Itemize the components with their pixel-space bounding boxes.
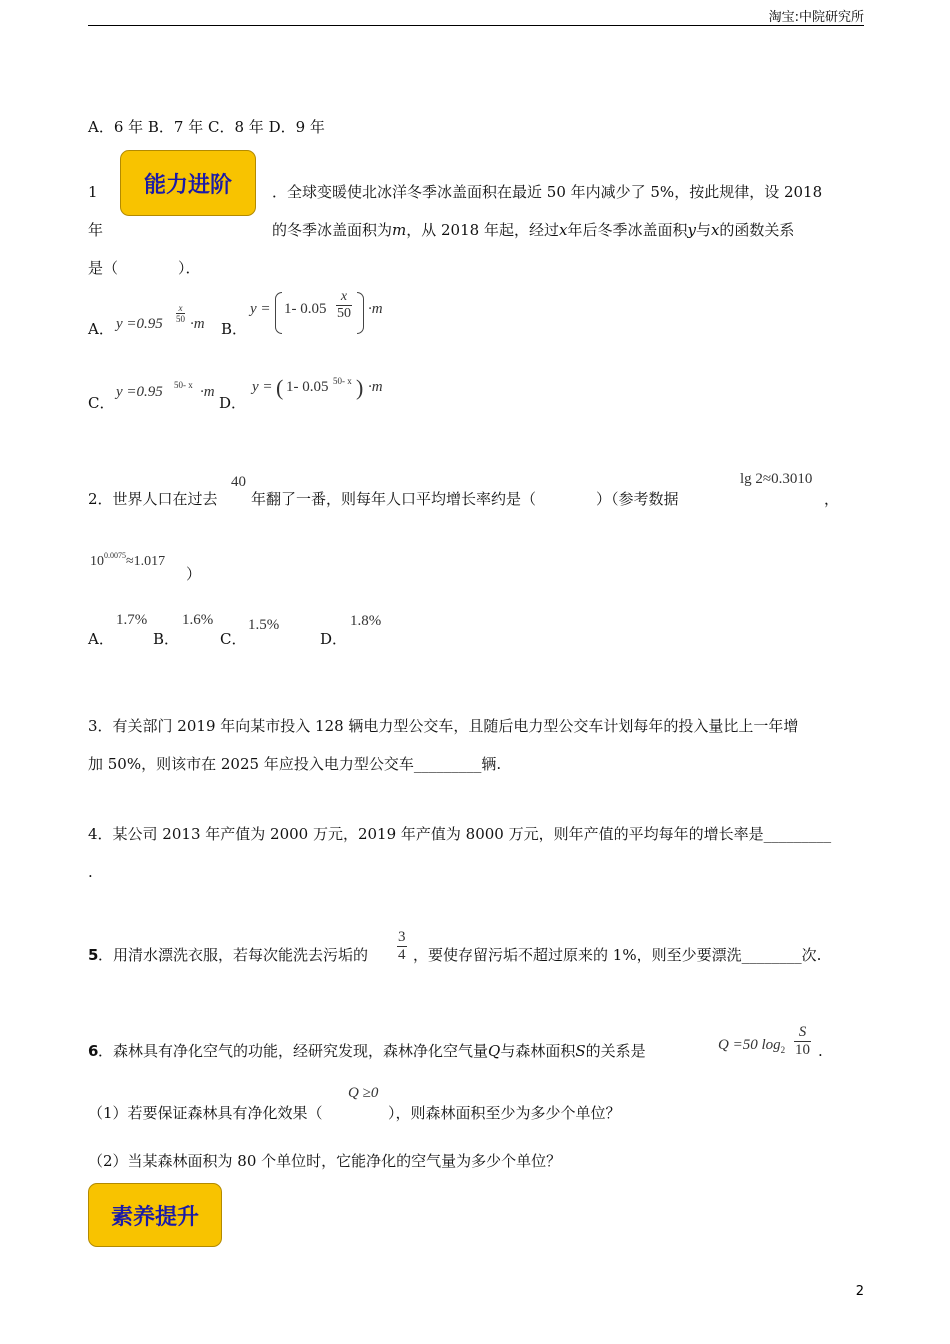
q1-option-b-tail [368,301,383,318]
q2-option-b-value: 1.6% [182,612,214,628]
q1-option-d-lhs [252,379,273,396]
frac-num [798,1025,808,1041]
q1-option-d-open-paren: ( [276,375,284,400]
q2-option-a-value: 1.7% [116,612,148,628]
header-site: 淘宝:中院研究所 [768,10,864,25]
left-paren [275,292,282,334]
q1-text: 的冬季冰盖面积为 [272,221,393,239]
condition-text: Q ≥0 [348,1085,379,1101]
q2-reference-lg2: lg 2≈0.3010 [740,471,813,487]
q2-option-a-label: A． [88,630,114,648]
q5-text-b: ，要使存留污垢不超过原来的 1%，则至少要漂洗________次. [413,946,822,964]
q6-sub1-a: （1）若要保证森林具有净化效果（ [88,1104,323,1122]
q1-option-c-label: C． [88,394,115,412]
q1-text: ，从 2018 年起，经过 [406,221,559,239]
q1-option-d-inner: 1- 0.05 [286,379,329,395]
formula-text: y =0.95 [116,384,163,400]
page-number: 2 [855,1284,864,1299]
badge-advance: 能力进阶 [120,150,256,216]
power-value: ≈1.017 [126,554,166,569]
q1-option-c-formula [116,384,163,401]
formula-lhs: Q =50 log [718,1037,781,1053]
frac-num [340,290,348,305]
q2-option-d-value: 1.8% [350,613,382,629]
q1-text: 的函数关系 [719,221,795,239]
q1-option-b-fraction [336,290,352,321]
frac-num-text: x [340,289,348,304]
log-base: 2 [780,1045,786,1055]
q2-option-d-label: D． [320,630,348,648]
q5-fraction [397,930,407,963]
q6-number: 6 [88,1042,99,1060]
q1-option-d-exponent: 50- x [333,376,352,386]
var-m: m [392,221,407,239]
q1-option-b-lhs [250,301,271,318]
q1-line1: ．全球变暖使北冰洋冬季冰盖面积在最近 50 年内减少了 5%，按此规律，设 2018 [272,183,823,201]
q3-line1: 3．有关部门 2019 年向某市投入 128 辆电力型公交车，且随后电力型公交车计划每年的投入量比上一年增 [88,717,799,735]
var-x: x [558,221,568,239]
q2-option-b-label: B． [153,630,180,648]
q1-option-d-tail [368,379,383,396]
q2-years: 40 [231,474,246,490]
q2-reference-power [90,551,165,570]
q6-text [98,1041,646,1061]
q1-option-b-inner: 1- 0.05 [284,301,327,317]
q1-option-d-label: D． [219,394,247,412]
power-exponent: 0.0075 [104,551,126,560]
q2-close-paren: ） [186,565,202,583]
q3-line2: 加 50%，则该市在 2025 年应投入电力型公交车_________辆. [88,755,502,773]
formula-text: y = [250,301,271,317]
fraction [397,930,407,963]
exp-num [176,303,185,314]
q6-text-c: 的关系是 [585,1042,646,1060]
q1-line2 [272,220,794,240]
q2-text-a: 2．世界人口在过去 [88,490,218,508]
q1-text: 与 [695,221,711,239]
formula-tail: ·m [200,384,215,400]
formula-text: y = [252,379,273,395]
frac-num: 3 [398,929,406,945]
var-x: x [710,221,720,239]
q6-fraction [794,1025,811,1058]
q2-option-c-label: C． [220,630,247,648]
q4-line1: 4．某公司 2013 年产值为 2000 万元，2019 年产值为 8000 万元，则年产值的平均每年的增长率是_________ [88,825,832,843]
var-y: y [687,221,696,239]
frac-den: 10 [795,1042,810,1058]
exp-den: 50 [176,314,185,324]
q1-text: 年后冬季冰盖面积 [567,221,688,239]
var-S: S [575,1042,586,1060]
formula-tail: ·m [368,301,383,317]
frac-den: 50 [337,306,351,321]
q2-option-c-value: 1.5% [248,617,280,633]
power-base: 10 [90,554,104,569]
q5-text-a: ．用清水漂洗衣服，若每次能洗去污垢的 [98,946,369,964]
q1-option-a-label: A． [88,320,114,338]
frac-den: 4 [398,947,406,963]
q6-text-a: ．森林具有净化空气的功能，经研究发现，森林净化空气量 [98,1042,489,1060]
q1-option-c-exponent: 50- x [174,380,193,390]
exp-num-text: x [178,303,183,313]
q1-option-d-close-paren: ) [356,375,364,400]
q5-number: 5 [88,946,99,964]
q1-line3: 是（ ）． [88,259,201,277]
q1-line2-start: 年 [88,221,104,239]
q6-sub1-b: ），则森林面积至少为多少个单位？ [388,1104,621,1122]
q6-sub2: （2）当某森林面积为 80 个单位时，它能净化的空气量为多少个单位？ [88,1152,562,1170]
formula-text: y =0.95 [116,316,163,332]
q1-option-a-exponent [176,303,185,324]
fraction [336,290,352,321]
fraction [794,1025,811,1058]
q1-option-a-tail [190,316,205,333]
q2-comma: ， [824,490,840,508]
q2-text-b: 年翻了一番，则每年人口平均增长率约是（ ）（参考数据 [251,490,679,508]
formula-tail: ·m [190,316,205,332]
q6-sub1-condition [348,1085,378,1102]
header-rule [88,25,864,26]
right-paren [357,292,364,334]
q6-formula [718,1037,785,1055]
q1-option-a-formula [116,316,163,333]
q4-line2: . [88,863,93,881]
badge-improve: 素养提升 [88,1183,222,1247]
formula-tail: ·m [368,379,383,395]
q6-text-b: 与森林面积 [500,1042,576,1060]
q6-formula-end: . [818,1042,823,1060]
prev-question-options: A．6 年 B．7 年 C．8 年 D．9 年 [88,118,325,136]
q1-option-c-tail [200,384,215,401]
q1-number: 1 [88,183,98,201]
frac-num-text: S [798,1024,807,1040]
q1-option-b-label: B． [221,320,248,338]
var-Q: Q [488,1042,501,1060]
